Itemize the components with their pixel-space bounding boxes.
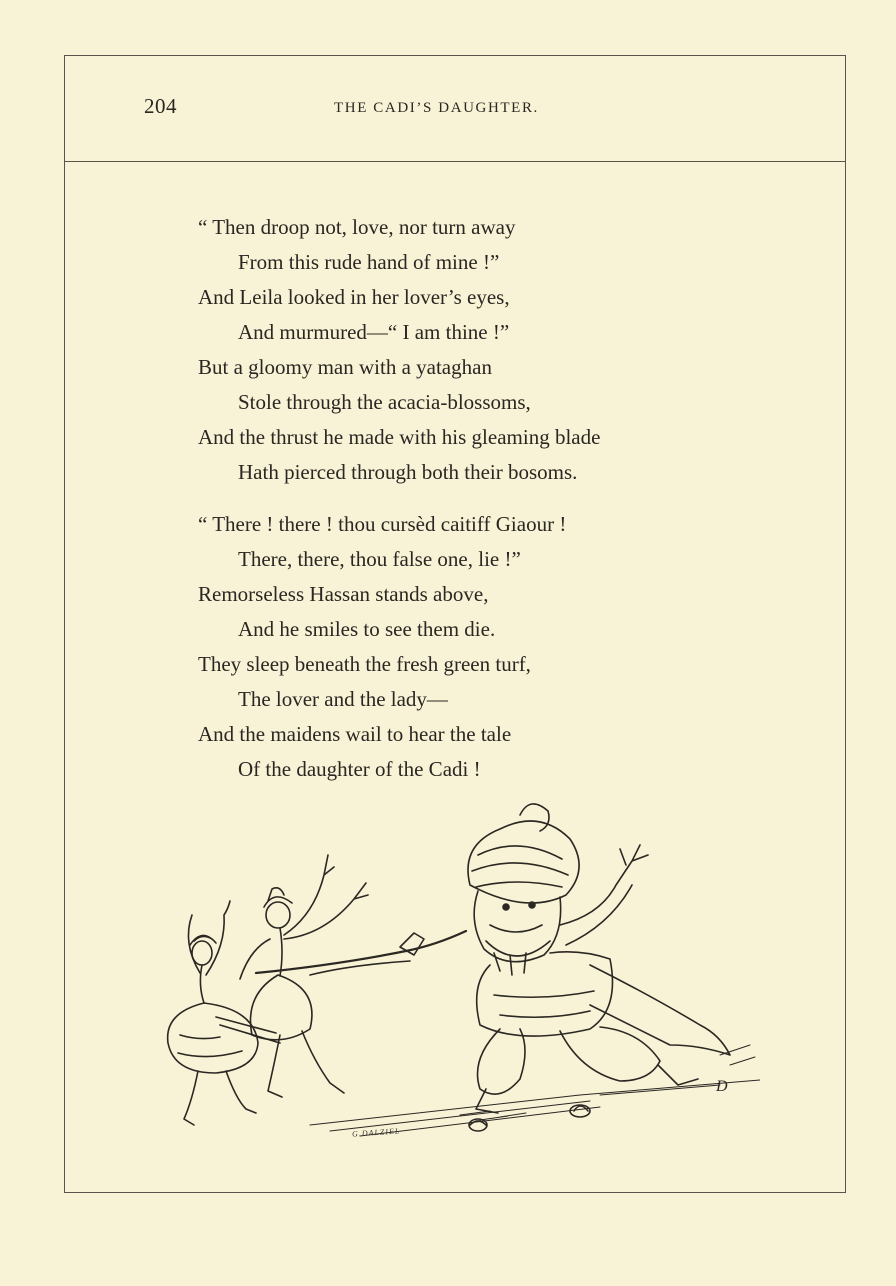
maiden-center	[240, 855, 410, 1097]
verse-line: And the thrust he made with his gleaming blade	[198, 425, 601, 449]
scattered-flowers	[469, 1105, 590, 1131]
stanza-2	[198, 507, 798, 787]
page-number: 204	[144, 94, 177, 118]
verse-line: From this rude hand of mine !”	[238, 250, 500, 274]
verse-line: “ There ! there ! thou cursèd caitiff Giaour !	[198, 512, 567, 536]
maiden-left	[168, 901, 280, 1125]
header-rule	[64, 161, 846, 162]
running-title: THE CADI’S DAUGHTER.	[334, 100, 539, 116]
ground-hatching	[310, 1045, 760, 1139]
verse-line: But a gloomy man with a yataghan	[198, 355, 492, 379]
woodcut-illustration	[160, 795, 760, 1145]
verse-line: And murmured—“ I am thine !”	[238, 320, 510, 344]
verse-line: Of the daughter of the Cadi !	[238, 757, 481, 781]
verse-line: And Leila looked in her lover’s eyes,	[198, 285, 510, 309]
verse-line: Stole through the acacia-blossoms,	[238, 390, 531, 414]
verse-line: The lover and the lady—	[238, 687, 448, 711]
yataghan	[256, 931, 466, 973]
verse-line: And he smiles to see them die.	[238, 617, 496, 641]
verse-line: Remorseless Hassan stands above,	[198, 582, 489, 606]
verse-line: They sleep beneath the fresh green turf,	[198, 652, 531, 676]
stanza-1	[198, 210, 798, 490]
verse-line: There, there, thou false one, lie !”	[238, 547, 521, 571]
verse-line: Hath pierced through both their bosoms.	[238, 460, 578, 484]
engraver-signature: G.DALZIEL	[351, 1126, 401, 1139]
verse-line: And the maidens wail to hear the tale	[198, 722, 512, 746]
verse-line: “ Then droop not, love, nor turn away	[198, 215, 516, 239]
artist-monogram: D	[716, 1078, 728, 1095]
turbaned-man	[468, 804, 730, 1113]
